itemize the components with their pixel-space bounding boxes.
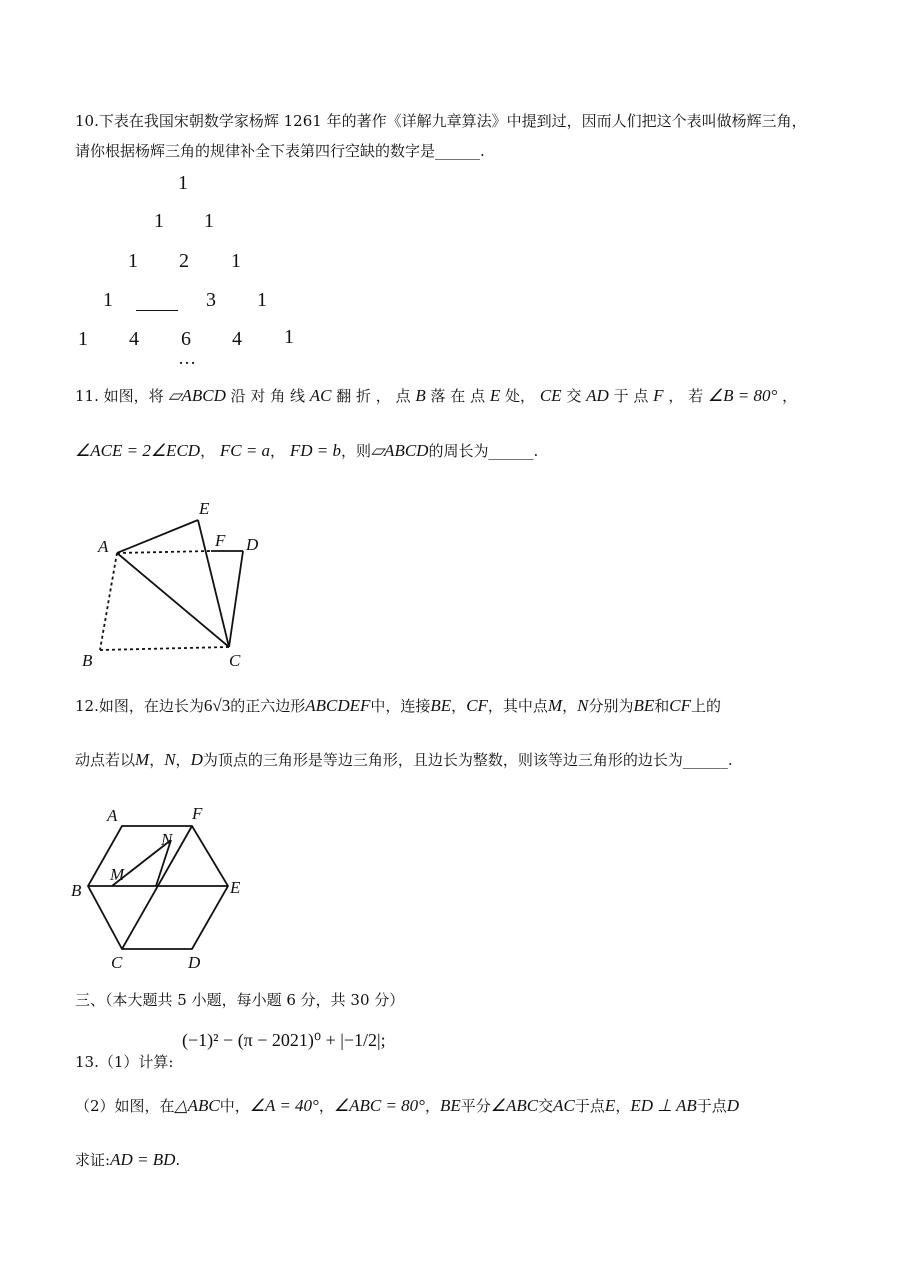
q12-math: N [164, 750, 176, 769]
triangle-cell: 2 [179, 250, 189, 272]
q11-line1 [75, 386, 797, 406]
q12-line2: 动点若以M，N，D为顶点的三角形是等边三角形，且边长为整数，则该等边三角形的边长为______. [75, 750, 733, 769]
q11-text: ，则 [340, 442, 371, 460]
q12-text: 分别为 [588, 697, 634, 715]
q13-math: ∠A = 40° [249, 1096, 319, 1115]
q11-label-a: A [98, 537, 109, 556]
triangle-cell: 1 [284, 326, 294, 348]
q11-text: 沿 对 角 线 [230, 387, 305, 405]
q13-part2: （2）如图，在△ABC中，∠A = 40°，∠ABC = 80°，BE平分∠ABC交AC于点E，ED ⊥ AB于点D [75, 1096, 740, 1115]
q11-text: 落 在 点 [430, 387, 486, 405]
q13-expr-end: ; [380, 1030, 386, 1050]
q13-math: D [726, 1096, 740, 1115]
q12-math: CF [669, 696, 692, 715]
q11-figure-lines [100, 520, 243, 650]
q11-math: ∠ACE = 2∠ECD [75, 441, 201, 460]
q11-math: F [653, 386, 664, 405]
q11-math: ∠B = 80° [707, 386, 778, 405]
q13-text: 中， [219, 1097, 250, 1115]
q13-text: 于点 [696, 1097, 727, 1115]
triangle-cell: 4 [129, 328, 139, 350]
q11-parallelogram: ▱ABCD [370, 441, 429, 460]
q11-text: 处， [505, 387, 536, 405]
q12-text: 中，连接 [370, 697, 431, 715]
triangle-cell: 1 [231, 250, 241, 272]
q10-line2: 请你根据杨辉三角的规律补全下表第四行空缺的数字是______. [75, 142, 485, 160]
q11-label-c: C [229, 651, 241, 670]
q11-line2: ∠ACE = 2∠ECD， FC = a， FD = b，则▱ABCD的周长为______. [75, 441, 539, 460]
q11-text: 于 点 [613, 387, 649, 405]
q11-label-f: F [215, 531, 226, 550]
q11-math: AC [309, 386, 332, 405]
triangle-blank [136, 310, 178, 311]
q11-math: AD [586, 386, 609, 405]
q12-text: ，其中点 [487, 697, 548, 715]
q11-math: B [415, 386, 426, 405]
triangle-cell: 1 [257, 289, 267, 311]
q12-text: 和 [654, 697, 670, 715]
q13-math: ED ⊥ AB [630, 1096, 697, 1115]
q13-text: 于点 [574, 1097, 605, 1115]
q12-label-e: E [230, 878, 241, 897]
q13-text: 交 [538, 1097, 554, 1115]
q11-math: FC = a [219, 441, 271, 460]
triangle-cell: 4 [232, 328, 242, 350]
q13-math: E [604, 1096, 616, 1115]
q12-math: BE [430, 696, 452, 715]
q12-label-d: D [188, 953, 201, 972]
q12-label-m: M [110, 865, 125, 884]
triangle-cell: 1 [178, 172, 188, 194]
q12-label-c: C [111, 953, 123, 972]
triangle-cell: 6 [181, 328, 191, 350]
triangle-cell: 3 [206, 289, 216, 311]
triangle-cell: 1 [78, 328, 88, 350]
q12-label-b: B [71, 881, 82, 900]
q11-text: ， 若 [668, 387, 704, 405]
q13-math: △ABC [174, 1096, 220, 1115]
q11-text: ， [782, 387, 798, 405]
q11-math: FD = b [289, 441, 341, 460]
q12-text: 动点若以 [75, 751, 136, 769]
q13-math: E [450, 1096, 461, 1115]
q13-math: ∠ABC [490, 1096, 539, 1115]
q12-math: BE [633, 696, 655, 715]
q12-line1: 12.如图，在边长为6√3的正六边形ABCDEF中，连接BE，CF，其中点M，N分别为BE和CF上的 [75, 696, 722, 715]
q13-text: 平分 [460, 1097, 491, 1115]
q12-math: ABCDEF [305, 696, 371, 715]
q12-label-n: N [161, 830, 173, 849]
q11-text: 交 [566, 387, 582, 405]
q11-label-d: D [246, 535, 259, 554]
triangle-cell: 1 [103, 289, 113, 311]
q13-math: B [440, 1096, 451, 1115]
q12-label-f: F [192, 804, 203, 823]
q11-parallelogram: ▱ABCD [168, 386, 226, 405]
q13-expression [182, 1030, 386, 1050]
triangle-cell: 1 [128, 250, 138, 272]
q13-part1-label: 13.（1）计算: [75, 1053, 174, 1071]
q11-label-e: E [199, 499, 210, 518]
q12-math: N [577, 696, 589, 715]
q10-line1: 10.下表在我国宋朝数学家杨辉 1261 年的著作《详解九章算法》中提到过，因而人们把这个表叫做杨辉三角， [75, 112, 807, 130]
q11-text: 翻 折 ， 点 [336, 387, 411, 405]
q13-prove-statement: AD = BD [110, 1150, 176, 1169]
q12-text: 为顶点的三角形是等边三角形，且边长为整数，则该等边三角形的边长为______. [202, 751, 733, 769]
q13-prove-end: . [175, 1151, 181, 1169]
q12-math: M [547, 696, 563, 715]
q11-text: 11. 如图，将 [75, 387, 164, 405]
q12-math: D [190, 750, 203, 769]
q11-math: E [489, 386, 501, 405]
q12-text: 上的 [691, 697, 722, 715]
q13-prove [75, 1150, 180, 1170]
q13-math: AC [553, 1096, 575, 1115]
section-heading: 三、（本大题共 5 小题，每小题 6 分，共 30 分） [75, 991, 405, 1009]
q12-label-a: A [107, 806, 118, 825]
q11-label-b: B [82, 651, 93, 670]
triangle-cell: 1 [154, 210, 164, 232]
q12-math: M [135, 750, 150, 769]
triangle-ellipsis: … [178, 348, 196, 368]
triangle-cell: 1 [204, 210, 214, 232]
q11-math: CE [539, 386, 562, 405]
q13-expr: (−1)² − (π − 2021)⁰ + |−1/2| [182, 1030, 381, 1050]
q12-hexagon [88, 826, 228, 949]
q12-text: 的正六边形 [230, 697, 306, 715]
q12-text: 12.如图，在边长为 [75, 697, 204, 715]
q13-math: ∠ABC = 80° [333, 1096, 425, 1115]
q12-math: CF [466, 696, 488, 715]
q13-text: （2）如图，在 [75, 1097, 175, 1115]
q11-text: 的周长为______. [428, 442, 539, 460]
q13-prove-label: 求证: [75, 1151, 111, 1169]
q12-side: 6√3 [203, 696, 231, 715]
